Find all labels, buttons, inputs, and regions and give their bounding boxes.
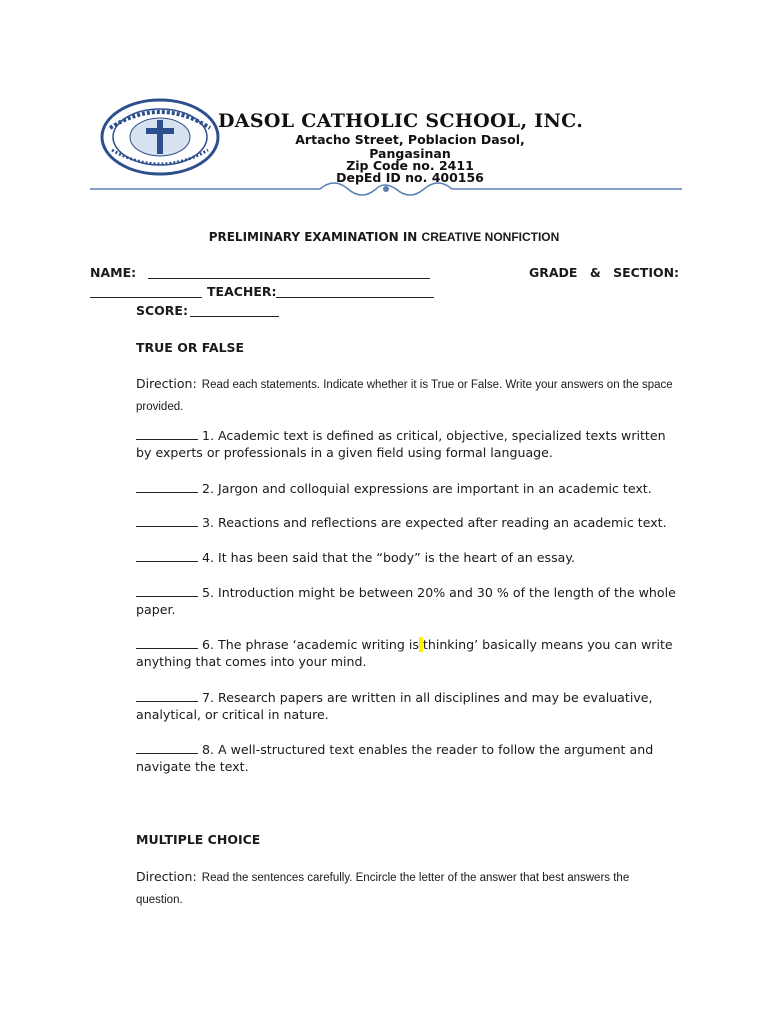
- school-address-line1: Artacho Street, Poblacion Dasol,: [295, 132, 525, 147]
- true-false-heading: TRUE OR FALSE: [136, 340, 245, 355]
- tf-item-text: 2. Jargon and colloquial expressions are important in an academic text.: [202, 481, 652, 496]
- tf-item-5: [136, 584, 681, 618]
- school-deped-id: DepEd ID no. 400156: [336, 170, 484, 185]
- direction-word: Direction:: [136, 869, 197, 884]
- ornamental-divider: [90, 176, 682, 198]
- score-label: SCORE:: [136, 303, 188, 318]
- school-seal-logo: [100, 98, 220, 176]
- answer-blank[interactable]: [136, 689, 198, 702]
- tf-item-text: 4. It has been said that the “body” is the heart of an essay.: [202, 550, 576, 565]
- multiple-choice-direction: [136, 866, 676, 910]
- school-address-line2: Pangasinan: [369, 146, 451, 161]
- tf-item-6: [136, 636, 681, 670]
- tf-item-8: [136, 741, 681, 775]
- direction-text: Read each statements. Indicate whether it is True or False. Write your answers on the space provided.: [136, 379, 673, 413]
- exam-title-prefix: PRELIMINARY EXAMINATION IN: [208, 230, 418, 244]
- grade-section-label: GRADE & SECTION:: [529, 265, 680, 280]
- tf-item-7: [136, 689, 681, 723]
- tf-item-2: [136, 480, 681, 497]
- direction-text: Read the sentences carefully. Encircle the letter of the answer that best answers the question.: [136, 872, 630, 906]
- tf-item-4: [136, 549, 681, 566]
- name-blank[interactable]: [148, 266, 430, 279]
- tf-item-6-before: 6. The phrase ‘academic writing is: [202, 637, 419, 652]
- answer-blank[interactable]: [136, 549, 198, 562]
- answer-blank[interactable]: [136, 514, 198, 527]
- tf-item-1: [136, 427, 681, 461]
- tf-item-6-after: thinking’ basically means you can write anything that comes into your mind.: [136, 637, 673, 669]
- score-blank[interactable]: [190, 304, 279, 317]
- tf-item-text: 5. Introduction might be between 20% and 30 % of the length of the whole paper.: [136, 585, 676, 617]
- teacher-blank[interactable]: [276, 285, 434, 298]
- answer-blank[interactable]: [136, 480, 198, 493]
- direction-word: Direction:: [136, 376, 197, 391]
- true-false-direction: [136, 373, 676, 417]
- name-label: NAME:: [90, 265, 137, 280]
- answer-blank[interactable]: [136, 427, 198, 440]
- teacher-label: TEACHER:: [207, 284, 277, 299]
- tf-item-text: 8. A well-structured text enables the reader to follow the argument and navigate the text.: [136, 742, 654, 774]
- answer-blank[interactable]: [136, 636, 198, 649]
- tf-item-text: 7. Research papers are written in all disciplines and may be evaluative, analytical, or critical in nature.: [136, 690, 653, 722]
- tf-item-3: [136, 514, 681, 531]
- exam-subject: CREATIVE NONFICTION: [421, 230, 560, 244]
- school-name: DASOL CATHOLIC SCHOOL, INC.: [218, 110, 584, 132]
- tf-item-text: 3. Reactions and reflections are expected after reading an academic text.: [202, 515, 667, 530]
- school-zip-code: Zip Code no. 2411: [346, 158, 474, 173]
- tf-item-text: 1. Academic text is defined as critical, objective, specialized texts written by experts or professionals in a given field using formal language.: [136, 428, 666, 460]
- grade-section-blank[interactable]: [90, 285, 202, 298]
- answer-blank[interactable]: [136, 584, 198, 597]
- multiple-choice-heading: MULTIPLE CHOICE: [136, 832, 261, 847]
- answer-blank[interactable]: [136, 741, 198, 754]
- exam-title: [0, 230, 768, 244]
